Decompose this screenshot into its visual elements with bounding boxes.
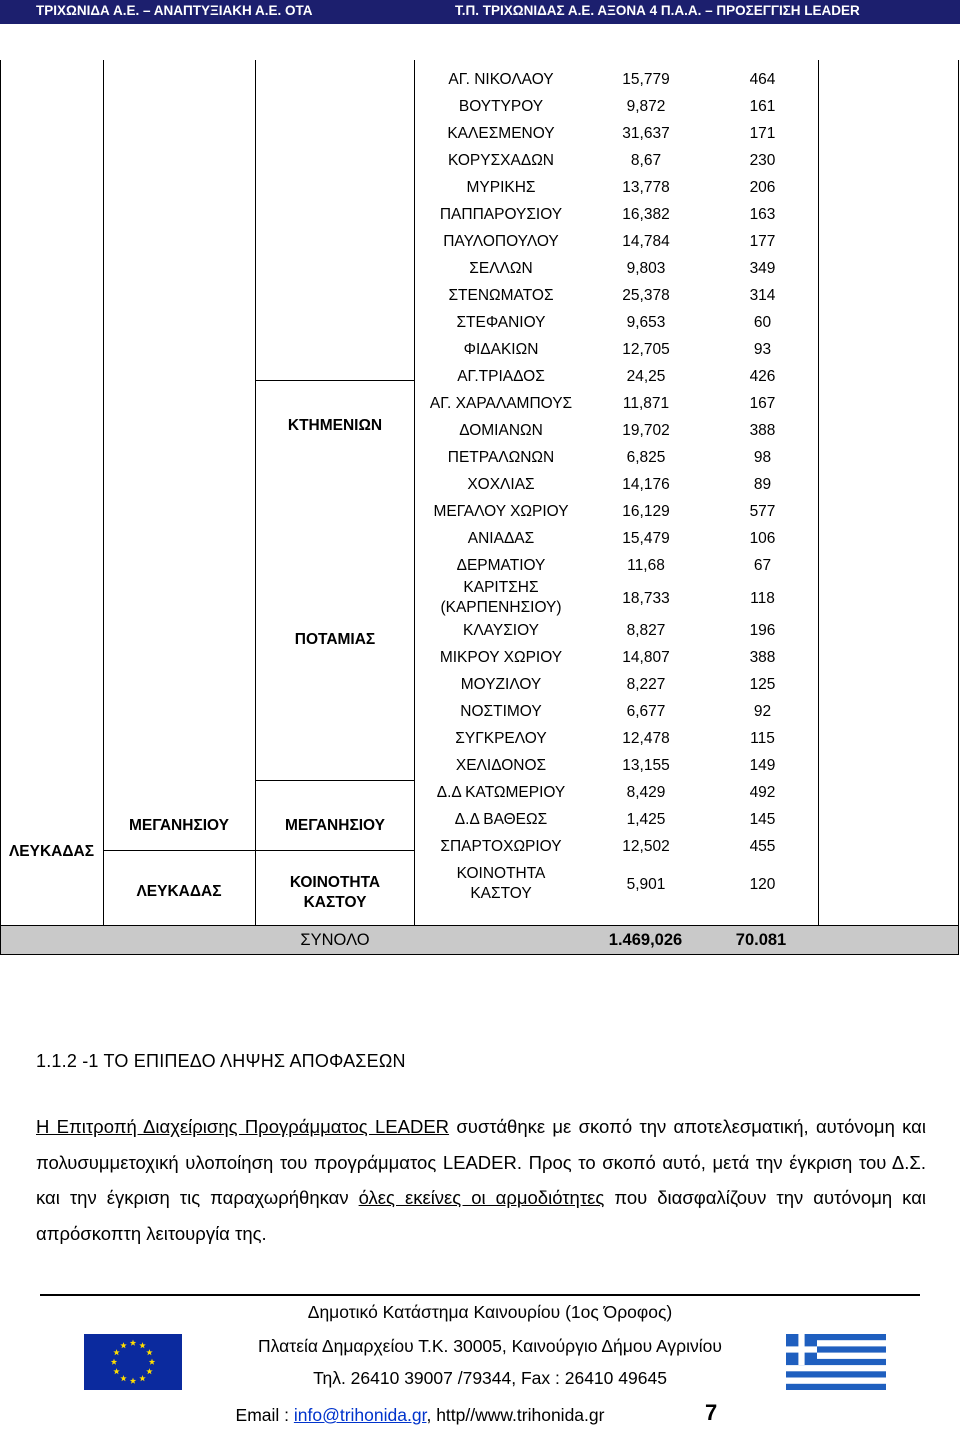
village-area: 12,502 [622,837,670,855]
village-name: ΠΑΠΠΑΡΟΥΣΙΟΥ [439,205,563,223]
table-border [103,60,104,926]
group-potamias: ΠΟΤΑΜΙΑΣ [294,631,376,648]
village-area: 13,155 [622,756,670,774]
footer-phone: Τηλ. 26410 39007 /79344, Fax : 26410 49645 [313,1368,667,1388]
village-area: 14,784 [622,232,670,250]
village-population: 106 [749,529,776,547]
village-population: 577 [749,502,776,520]
village-area: 11,871 [622,394,670,412]
group-ktimenion: ΚΤΗΜΕΝΙΩΝ [287,417,383,434]
village-name-line2: (ΚΑΡΠΕΝΗΣΙΟΥ) [440,599,562,616]
village-area: 25,378 [622,286,670,304]
group-prefecture: ΛΕΥΚΑΔΑΣ [8,843,95,860]
footer-address-line2: Πλατεία Δημαρχείου Τ.Κ. 30005, Καινούργιο Δήμου Αγρινίου [258,1336,722,1356]
village-population: 93 [753,340,772,358]
village-area: 5,901 [626,876,666,893]
village-name: Δ.Δ ΚΑΤΩΜΕΡΙΟΥ [436,783,566,801]
village-name: ΣΥΓΚΡΕΛΟΥ [455,729,547,747]
village-name: ΚΟΡΥΣΧΑΔΩΝ [448,151,554,169]
eu-star-icon [120,1375,126,1381]
village-area: 12,478 [622,729,670,747]
village-population: 92 [753,702,772,720]
village-population: 314 [749,286,776,304]
greek-flag-icon [786,1334,886,1390]
group-province-lefkada: ΛΕΥΚΑΔΑΣ [136,883,222,900]
section-title: 1.1.2 -1 ΤΟ ΕΠΙΠΕΔΟ ΛΗΨΗΣ ΑΠΟΦΑΣΕΩΝ [36,1051,406,1071]
village-name: ΚΟΙΝΟΤΗΤΑ [456,865,546,882]
village-name: ΔΟΜΙΑΝΩΝ [459,421,543,439]
village-population: 125 [749,675,776,693]
table-border [255,780,415,781]
table-border [255,60,256,926]
village-name: ΧΟΧΛΙΑΣ [467,475,535,493]
village-population: 464 [749,70,776,88]
table-border [103,850,415,851]
village-name: ΣΕΛΛΩΝ [469,259,533,277]
village-population: 455 [749,837,776,855]
eu-star-icon [120,1342,126,1348]
village-population: 118 [750,590,775,607]
email-label: Email : [235,1405,294,1425]
village-area: 24,25 [626,367,666,385]
eu-flag-icon [84,1334,182,1390]
email-link[interactable]: info@trihonida.gr [293,1405,427,1425]
table-border [0,60,1,955]
village-population: 115 [750,729,775,747]
village-area: 16,382 [622,205,670,223]
eu-star-icon [139,1375,145,1381]
total-population: 70.081 [735,931,787,949]
village-name: ΚΑΛΕΣΜΕΝΟΥ [447,124,555,142]
eu-star-icon [113,1368,119,1374]
village-name: ΔΕΡΜΑΤΙΟΥ [456,556,546,574]
village-name: ΠΕΤΡΑΛΩΝΩΝ [447,448,555,466]
village-name-line2: ΚΑΣΤΟΥ [470,885,532,902]
village-area: 13,778 [622,178,670,196]
village-area: 9,803 [626,259,666,277]
village-population: 163 [749,205,776,223]
footer-divider [40,1294,920,1296]
village-name: ΒΟΥΤΥΡΟΥ [458,97,544,115]
group-province-meganisi: ΜΕΓΑΝΗΣΙΟΥ [128,817,230,834]
village-area: 31,637 [622,124,670,142]
village-name: ΑΓ.ΤΡΙΑΔΟΣ [457,367,545,385]
paragraph-text-1: συστάθηκε με σκοπό την αποτελεσματική, αυτόνομη και πολυσυμμετοχική υλοποίηση του προγράμματος LEADER. Προς το σκοπό αυτό, μετά την έγκριση του Δ.Σ. και την έγκριση τις παραχωρήθηκαν [36,1116,926,1208]
section-paragraph [36,1109,926,1251]
village-area: 8,227 [626,675,666,693]
villages-table [0,60,960,960]
village-population: 98 [753,448,772,466]
paragraph-text-2: που διασφαλίζουν την αυτόνομη και απρόσκοπτη λειτουργία της. [36,1187,927,1244]
village-population: 60 [753,313,772,331]
eu-star-icon [146,1349,152,1355]
village-name: ΠΑΥΛΟΠΟΥΛΟΥ [443,232,559,250]
village-population: 177 [749,232,776,250]
village-area: 19,702 [622,421,670,439]
footer-address-line1: Δημοτικό Κατάστημα Καινουρίου (1ος Όροφος) [307,1302,673,1322]
village-population: 492 [749,783,776,801]
village-name: ΜΥΡΙΚΗΣ [466,178,536,196]
village-population: 120 [749,876,776,893]
page-header [0,0,960,24]
village-area: 9,872 [626,97,666,115]
village-area: 8,67 [630,151,662,169]
website-link[interactable]: http//www.trihonida.gr [436,1405,605,1425]
village-area: 14,807 [622,648,670,666]
village-population: 167 [749,394,776,412]
footer-contact [130,1405,710,1426]
village-area: 16,129 [622,502,670,520]
group-kastou-line2: ΚΑΣΤΟΥ [303,894,367,911]
village-area: 15,779 [622,70,670,88]
village-name: ΚΑΡΙΤΣΗΣ [463,579,539,596]
village-name: ΜΟΥΖΙΛΟΥ [460,675,542,693]
village-area: 18,733 [622,590,670,607]
village-population: 149 [749,756,776,774]
eu-star-icon [113,1349,119,1355]
village-area: 6,677 [626,702,666,720]
village-population: 196 [749,621,776,639]
table-border [255,380,415,381]
village-name: ΣΠΑΡΤΟΧΩΡΙΟΥ [440,837,562,855]
village-population: 349 [749,259,776,277]
eu-star-icon [146,1368,152,1374]
village-population: 145 [749,810,776,828]
village-name: ΝΟΣΤΙΜΟΥ [460,702,542,720]
village-population: 206 [749,178,776,196]
village-population: 426 [749,367,776,385]
header-right: Τ.Π. ΤΡΙΧΩΝΙΔΑΣ Α.Ε. ΑΞΟΝΑ 4 Π.Α.Α. – ΠΡΟΣΕΓΓΙΣΗ LEADER [455,3,860,18]
page-number: 7 [705,1400,718,1425]
eu-star-icon [130,1340,136,1346]
eu-star-icon [139,1342,145,1348]
village-name: ΜΙΚΡΟΥ ΧΩΡΙΟΥ [439,648,563,666]
group-meganisiou: ΜΕΓΑΝΗΣΙΟΥ [284,817,386,834]
village-name: ΜΕΓΑΛΟΥ ΧΩΡΙΟΥ [433,502,569,520]
contact-separator: , [426,1405,437,1425]
village-area: 12,705 [622,340,670,358]
village-name: ΦΙΔΑΚΙΩΝ [463,340,539,358]
village-name: ΑΓ. ΝΙΚΟΛΑΟΥ [448,70,554,88]
village-name: ΚΛΑΥΣΙΟΥ [462,621,539,639]
village-population: 171 [749,124,776,142]
village-name: Δ.Δ ΒΑΘΕΩΣ [454,810,548,828]
group-kastou-line1: ΚΟΙΝΟΤΗΤΑ [289,874,381,891]
paragraph-committee: Η Επιτροπή Διαχείρισης Προγράμματος LEADER [36,1116,450,1137]
total-label: ΣΥΝΟΛΟ [300,931,370,949]
paragraph-powers: όλες εκείνες οι αρμοδιότητες [358,1187,605,1208]
village-area: 1,425 [626,810,666,828]
village-population: 388 [749,421,776,439]
total-area: 1.469,026 [608,931,683,949]
eu-star-icon [130,1378,136,1384]
village-name: ΑΓ. ΧΑΡΑΛΑΜΠΟΥΣ [429,394,573,412]
village-population: 161 [749,97,776,115]
village-area: 8,429 [626,783,666,801]
village-area: 9,653 [626,313,666,331]
village-population: 67 [753,556,772,574]
table-border [958,60,959,955]
village-area: 8,827 [626,621,666,639]
village-area: 11,68 [627,556,665,574]
village-name: ΣΤΕΝΩΜΑΤΟΣ [448,286,554,304]
village-name: ΑΝΙΑΔΑΣ [467,529,535,547]
eu-star-icon [149,1359,155,1365]
village-area: 15,479 [622,529,670,547]
village-name: ΧΕΛΙΔΟΝΟΣ [455,756,547,774]
eu-star-icon [111,1359,117,1365]
village-population: 230 [749,151,776,169]
village-population: 388 [749,648,776,666]
village-area: 6,825 [626,448,666,466]
village-population: 89 [753,475,772,493]
village-name: ΣΤΕΦΑΝΙΟΥ [456,313,546,331]
header-left: ΤΡΙΧΩΝΙΔΑ Α.Ε. – ΑΝΑΠΤΥΞΙΑΚΗ Α.Ε. ΟΤΑ [36,3,313,18]
village-area: 14,176 [622,475,670,493]
table-border [0,954,959,955]
